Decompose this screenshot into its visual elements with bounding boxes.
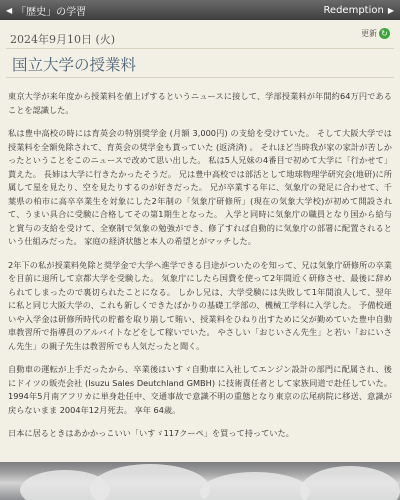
article-title: 国立大学の授業料 — [6, 48, 394, 78]
redemption-link[interactable] — [323, 5, 394, 16]
forward-arrow-icon: ▶ — [387, 5, 394, 15]
cloud-shape — [90, 464, 210, 500]
update-label: 更新 — [361, 29, 377, 38]
back-link[interactable] — [6, 3, 86, 18]
paragraph: 東京大学が来年度から授業料を値上げするというニュースに接して、学部授業料が年間約64万円であることを認識した。 — [8, 91, 392, 115]
cloud-photo — [0, 462, 400, 500]
post-date: 2024年9月10日 (火) — [10, 33, 116, 46]
paragraph: 自動車の運転が上手だったから、卒業後はいすゞ自動車に入社してエンジン設計の部門に配属され、後にドイツの販売会社 (Isuzu Sales Deutchland GMBH) に技術責任者として家族同道で赴任していた。 1994年5月南アフリカに単身赴任中、交通事故で意識不明の重態となり東京の広尾病院に移送、意識が戻らないまま 2004年12月死去。 享年 64歳。 — [8, 364, 392, 415]
article-body — [8, 90, 392, 451]
back-link-label: 「歴史」の学習 — [16, 6, 87, 18]
refresh-icon: ↻ — [379, 28, 390, 39]
paragraph: 私は豊中高校の時には育英会の特別奨学金 (月額 3,000円) の支給を受けていた。 そして大阪大学では授業料を全額免除されて、育英会の奨学金も貰っていた (返済済) 。 それほど当時我が家の家計が苦しかったということをこのニュースで改めて思い出した。 私は5人兄妹の4番目で初めて大学に「行かせて」貰えた。 長姉は大学に行きたかったそうだ。 兄は豊中高校では部活として地球物理学研究会(地研)に所属して星を見たり、空を見たりするのが好きだった。 兄が卒業する年に、気象庁の発足に合わせて、千葉県の柏市に高卒卒業生を対象にした2年制の「気象庁研修所」(現在の気象大学校)が初めて開設されて、うまい具合に受験に合格してその第1期生となった。 入学と同時に気象庁の職員となり国から給与と賞与の支給を受けて、全寮制で気象の勉強ができ、修了すれば自動的に気象庁の部署に配置されるという仕組みだった。 家庭の経済状態と本人の希望とがマッチした。 — [8, 128, 392, 246]
back-arrow-icon: ◀ — [6, 5, 13, 15]
cloud-shape — [200, 472, 310, 500]
date-row — [10, 28, 390, 46]
update-button[interactable] — [361, 28, 390, 39]
paragraph: 2年下の私が授業料免除と奨学金で大学へ進学できる目途がついたのを知って、兄は気象庁研修所の卒業を目前に退所して京都大学を受験した。 気象庁にしたら国費を使って2年間近く研修させ、最後に辞められてしまったので裏切られたことになる。 しかし兄は、大学受験には失敗して1年間浪人して、翌年に私と同じ大阪大学の、これも新しくできたばかりの基礎工学部の、機械工学科に入学した。 予備校通いや入学金は研修所時代の貯蓄を取り崩して賄い、授業料をひねり出すために父が勤めていた豊中自動車教習所で指導員のアルバイトなどをして稼いでいた。 やさしい「おじいさん先生」と若い「おにいさん先生」の親子先生は教習所でも人気だったと聞く。 — [8, 259, 392, 351]
paragraph: 日本に居るときはあかかっこいい「いすゞ117クーペ」を買って持っていた。 — [8, 428, 294, 438]
redemption-label: Redemption — [323, 4, 384, 16]
top-navigation-bar — [0, 0, 400, 20]
cloud-shape — [300, 466, 400, 500]
